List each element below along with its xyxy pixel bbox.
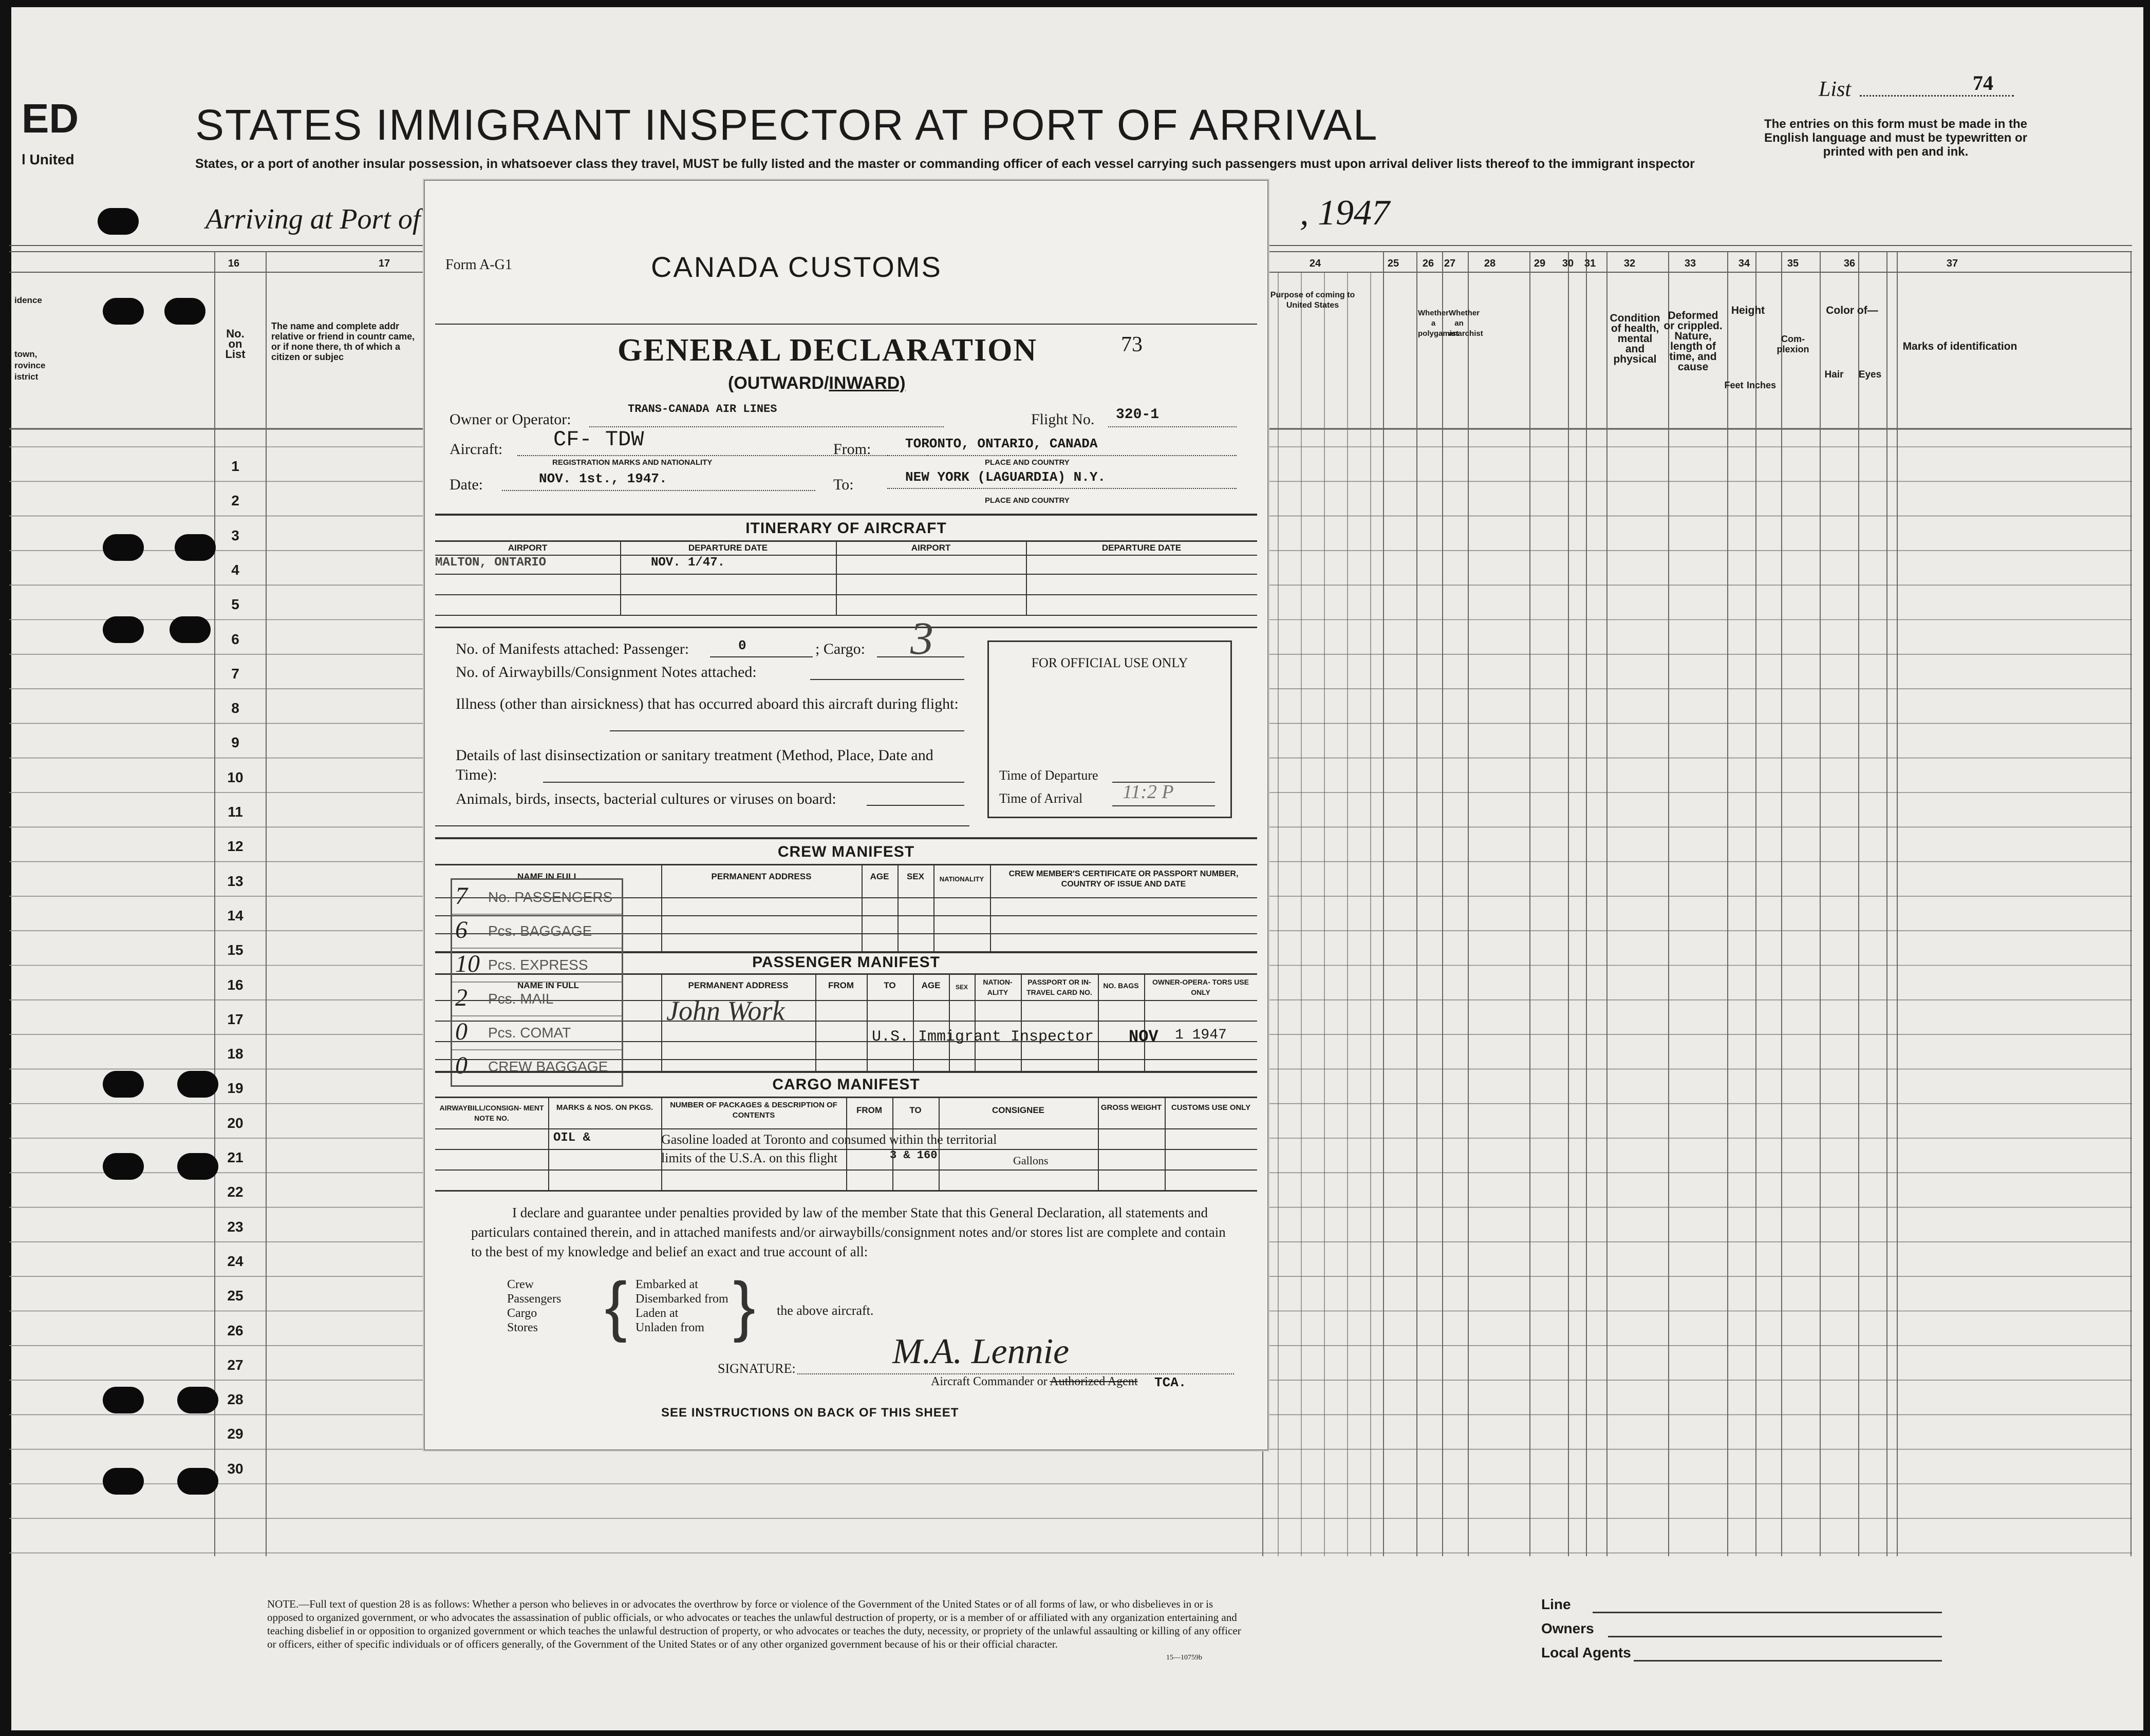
stamp-label: Pcs. EXPRESS <box>488 957 588 973</box>
stamp-row <box>452 948 622 983</box>
col-divider <box>1144 973 1145 1071</box>
col-divider <box>620 540 621 615</box>
declaration-option: Unladen from <box>635 1321 704 1334</box>
binder-hole <box>177 1387 218 1413</box>
col-divider <box>661 973 662 1071</box>
row-number: 29 <box>227 1426 244 1442</box>
inspector-date: 1 1947 <box>1175 1027 1227 1043</box>
animals-label: Animals, birds, insects, bacterial cultures or viruses on board: <box>456 790 836 807</box>
column-number: 34 <box>1738 258 1750 269</box>
row-number: 26 <box>227 1322 244 1338</box>
col32-header: Condition of health, mental and physical <box>1610 312 1660 365</box>
binder-hole <box>177 1153 218 1180</box>
binder-hole <box>103 1153 144 1180</box>
owners-label: Owners <box>1541 1620 1594 1636</box>
local-agents-label: Local Agents <box>1541 1645 1631 1660</box>
bracket-left-icon: { <box>605 1268 627 1343</box>
signature-value: M.A. Lennie <box>892 1332 1070 1371</box>
rule <box>435 594 1257 595</box>
page-title: STATES IMMIGRANT INSPECTOR AT PORT OF ARRIVAL <box>195 101 1378 149</box>
row-number: 11 <box>228 804 243 820</box>
col-divider <box>815 973 816 1071</box>
form-id: Form A-G1 <box>445 257 512 273</box>
cargo-unit: Gallons <box>1013 1154 1049 1167</box>
illness-line <box>610 730 964 731</box>
binder-hole <box>103 1468 144 1495</box>
itinerary-airport-value: MALTON, ONTARIO <box>435 556 547 570</box>
passenger-col-from: FROM <box>828 980 854 990</box>
flight-label: Flight No. <box>1031 411 1095 428</box>
owners-field <box>1608 1636 1942 1637</box>
row-number: 15 <box>227 942 244 958</box>
column-number: 33 <box>1684 258 1696 269</box>
rule <box>435 514 1257 516</box>
aircraft-caption: REGISTRATION MARKS AND NATIONALITY <box>552 458 713 467</box>
list-label: List <box>1819 78 1852 101</box>
list-number: 74 <box>1973 71 1993 95</box>
itinerary-col-departure-2: DEPARTURE DATE <box>1101 543 1182 553</box>
col33-header: Deformed or crippled. Nature, length of time, and cause <box>1663 310 1723 373</box>
col-divider <box>661 1097 662 1190</box>
rule <box>435 1190 1257 1192</box>
col-divider <box>990 864 991 951</box>
binder-hole <box>177 1468 218 1495</box>
date-label: Date: <box>450 476 483 493</box>
header-fragment: ED <box>22 96 79 141</box>
column-number: 26 <box>1422 258 1434 269</box>
from-line <box>887 455 1237 456</box>
binder-hole <box>170 616 211 643</box>
col24-header: Purpose of coming to United States <box>1270 291 1355 310</box>
row-number: 20 <box>227 1115 244 1131</box>
itinerary-col-departure: DEPARTURE DATE <box>688 543 768 553</box>
row-number: 30 <box>227 1460 244 1477</box>
rule <box>435 837 1257 839</box>
left-fragment-3: rovince <box>14 361 46 370</box>
column-number: 31 <box>1584 258 1596 269</box>
rule <box>435 864 1257 865</box>
col-divider <box>548 1097 549 1190</box>
row-number: 13 <box>227 873 244 889</box>
disinsect-label: Details of last disinsectization or sanitary treatment (Method, Place, Date and Time): <box>456 747 933 783</box>
manifests-cargo-value: 3 <box>910 613 933 664</box>
signature-line <box>797 1373 1234 1374</box>
col-divider <box>933 864 934 951</box>
crew-col-sex: SEX <box>906 872 925 881</box>
entries-note: The entries on this form must be made in the English language and must be typewritten or printed with pen and ink. <box>1764 117 2028 159</box>
declaration-option: Disembarked from <box>635 1292 728 1306</box>
declaration-text: I declare and guarantee under penalties provided by law of the member State that this General Declaration, all statements and particulars contained therein, and in attached manifests and/or airwaybills/consignment notes and/or stores list are complete and contain to the best of my knowledge and belief an exact and true account of all: <box>471 1205 1226 1259</box>
manifests-cargo-label: ; Cargo: <box>815 640 865 657</box>
cargo-marks: OIL & <box>553 1131 591 1145</box>
left-fragment-2: town, <box>14 349 38 359</box>
binder-hole <box>103 534 144 561</box>
from-label: From: <box>833 441 871 458</box>
stamp-label: No. PASSENGERS <box>488 889 613 905</box>
col34-header: Height <box>1731 305 1765 316</box>
date-line <box>502 490 815 491</box>
header-fragment-united: l United <box>22 152 74 167</box>
stamp-count: 10 <box>455 950 480 977</box>
col-divider <box>1098 973 1099 1071</box>
row-number: 28 <box>227 1391 244 1408</box>
cargo-col-to: TO <box>909 1105 922 1115</box>
cargo-desc-2: limits of the U.S.A. on this flight <box>661 1150 838 1165</box>
rule <box>435 1071 1257 1073</box>
arriving-label: Arriving at Port of <box>205 203 421 235</box>
col-divider <box>1021 973 1022 1071</box>
general-declaration-form <box>424 180 1268 1450</box>
flight-line <box>1108 426 1237 427</box>
local-agents-field <box>1634 1660 1942 1662</box>
col-divider <box>867 973 868 1071</box>
declaration-option: Passengers <box>507 1292 562 1306</box>
animals-line <box>867 805 964 806</box>
inspector-date-month: NOV <box>1129 1027 1158 1046</box>
row-number: 5 <box>231 596 239 613</box>
left-fragment-1: idence <box>14 295 42 305</box>
footnote-code: 15—10759b <box>1166 1654 1202 1662</box>
passenger-col-owner: OWNER-OPERA- TORS USE ONLY <box>1152 978 1249 996</box>
row-number: 23 <box>227 1218 244 1235</box>
handwritten-number: 73 <box>1121 333 1143 356</box>
cargo-qty: 3 & 160 <box>890 1149 938 1162</box>
animals-line-2 <box>435 825 969 826</box>
passenger-col-bags: NO. BAGS <box>1103 982 1139 990</box>
row-number: 16 <box>227 976 244 993</box>
official-title: FOR OFFICIAL USE ONLY <box>1031 655 1188 670</box>
airwaybills-label: No. of Airwaybills/Consignment Notes attached: <box>456 664 757 681</box>
passenger-line <box>710 656 813 657</box>
row-number: 24 <box>227 1253 244 1269</box>
binder-hole <box>177 1071 218 1098</box>
stamp-count: 2 <box>455 984 468 1011</box>
col34-inches: Inches <box>1747 380 1777 390</box>
column-number: 16 <box>228 258 240 269</box>
from-value: TORONTO, ONTARIO, CANADA <box>905 436 1098 451</box>
col16-header: No. on List <box>225 327 246 361</box>
row-number: 9 <box>231 734 239 751</box>
column-number: 24 <box>1309 258 1321 269</box>
aircraft-value: CF- TDW <box>553 427 644 452</box>
passenger-col-nationality: NATION- ALITY <box>983 978 1013 996</box>
outward-label: (OUTWARD/ <box>728 373 829 393</box>
col-divider <box>846 1097 847 1190</box>
rule <box>435 615 1257 616</box>
row-number: 10 <box>227 769 244 785</box>
stamp-label: CREW BAGGAGE <box>488 1059 608 1074</box>
owner-label: Owner or Operator: <box>450 411 571 428</box>
official-arrival-value: 11:2 P <box>1123 781 1174 803</box>
binder-hole <box>164 298 205 325</box>
col35-header: Com- plexion <box>1777 334 1809 354</box>
row-number: 4 <box>231 561 239 578</box>
signature-org: TCA. <box>1154 1375 1187 1390</box>
illness-label: Illness (other than airsickness) that has occurred aboard this aircraft during flight: <box>456 695 959 712</box>
declaration-subtitle <box>728 373 906 393</box>
options-left <box>507 1277 561 1335</box>
options-right <box>635 1277 728 1335</box>
row-number: 2 <box>231 493 239 509</box>
stamp-label: Pcs. MAIL <box>488 991 554 1007</box>
line-label: Line <box>1541 1596 1571 1612</box>
stamp-row <box>452 982 622 1016</box>
rule <box>435 555 1257 556</box>
crew-col-certificate: CREW MEMBER'S CERTIFICATE OR PASSPORT NUMBER, COUNTRY OF ISSUE AND DATE <box>1008 870 1239 889</box>
page-subtitle: States, or a port of another insular possession, in whatsoever class they travel, MUST be fully listed and the master or commanding officer of each vessel carrying such passengers must upon arrival deliver lists thereof to the immigrant inspector <box>195 157 1695 171</box>
cargo-col-packages: NUMBER OF PACKAGES & DESCRIPTION OF CONTENTS <box>670 1101 837 1120</box>
passenger-col-sex: SEX <box>955 984 968 991</box>
above-aircraft: the above aircraft. <box>777 1303 874 1318</box>
column-number: 27 <box>1444 258 1456 269</box>
list-line <box>1860 95 2014 97</box>
manifests-passenger-value: 0 <box>738 638 746 653</box>
col-divider <box>1026 540 1027 615</box>
date-value: NOV. 1st., 1947. <box>539 471 667 486</box>
col-divider <box>898 864 899 951</box>
column-number: 35 <box>1787 258 1799 269</box>
declaration-option: Laden at <box>635 1307 679 1320</box>
declaration-option: Crew <box>507 1278 534 1291</box>
crew-col-age: AGE <box>870 872 889 881</box>
col-divider <box>939 1097 940 1190</box>
col-divider <box>913 973 914 1071</box>
row-number: 25 <box>227 1288 244 1304</box>
row-number: 22 <box>227 1184 244 1200</box>
passenger-col-age: AGE <box>921 980 941 990</box>
rule <box>435 540 1257 542</box>
column-number: 36 <box>1843 258 1856 269</box>
binder-hole <box>103 1387 144 1413</box>
passenger-col-passport: PASSPORT OR IN- TRAVEL CARD NO. <box>1026 978 1092 996</box>
crew-col-name: NAME IN FULL <box>517 872 579 881</box>
cargo-col-airwaybill: AIRWAYBILL/CONSIGN- MENT NOTE NO. <box>439 1104 544 1122</box>
line-field <box>1593 1612 1942 1613</box>
agency-title: CANADA CUSTOMS <box>651 251 942 283</box>
col36-eyes: Eyes <box>1858 369 1882 380</box>
stamp-label: Pcs. BAGGAGE <box>488 923 592 939</box>
cargo-line <box>877 656 964 657</box>
cargo-col-consignee: CONSIGNEE <box>992 1105 1045 1115</box>
crew-col-nationality: NATIONALITY <box>939 875 984 883</box>
crew-title: CREW MANIFEST <box>777 843 915 860</box>
row-number: 18 <box>227 1046 244 1062</box>
airwaybills-line <box>810 679 964 680</box>
column-number: 28 <box>1484 258 1496 269</box>
itinerary-date-value: NOV. 1/47. <box>651 556 725 570</box>
column-number: 32 <box>1623 258 1636 269</box>
col36-hair: Hair <box>1824 369 1844 380</box>
cargo-col-weight: GROSS WEIGHT <box>1100 1103 1162 1112</box>
declaration-option: Cargo <box>507 1307 537 1320</box>
col-divider <box>975 973 976 1071</box>
row-number: 6 <box>231 631 239 647</box>
stamp-count: 0 <box>455 1052 468 1079</box>
cargo-col-customs: CUSTOMS USE ONLY <box>1171 1103 1251 1112</box>
binder-hole <box>103 1071 144 1098</box>
row-number: 12 <box>227 838 244 855</box>
signature-caption-role: Aircraft Commander or <box>931 1375 1048 1388</box>
row-number: 27 <box>227 1356 244 1373</box>
to-value: NEW YORK (LAGUARDIA) N.Y. <box>905 469 1106 485</box>
signature-caption-struck: Authorized Agent <box>1050 1375 1138 1388</box>
to-label: To: <box>833 476 854 493</box>
arrival-year: , 1947 <box>1300 193 1390 233</box>
footnote: NOTE.—Full text of question 28 is as follows: Whether a person who believes in or advocates the overthrow by force or violence of the Government of the United States or of all forms of law, or who disbelieves in or is opposed to organized government, or who advocates the assassination of public officials, or who advocates or teaches the unlawful destruction of property, or is a member of or affiliated with any organization entertaining and teaching disbelief in or opposition to organized government or which teaches the unlawful destruction of property, or who advocates or teaches the duty, necessity, or propriety of the unlawful assaulting or killing of any officer or officers, either of specific individuals or of officers generally, of the Government of the United States or of any other organized government because of his or their official character. <box>267 1598 1241 1650</box>
col27-header: Whether an anarchist <box>1449 309 1483 338</box>
row-number: 17 <box>227 1011 244 1027</box>
arrival-line <box>1112 805 1215 806</box>
rule <box>435 324 1257 325</box>
rule <box>435 627 1257 628</box>
col-divider <box>949 973 950 1071</box>
row-number: 1 <box>231 458 239 474</box>
stamp-count: 0 <box>455 1018 468 1045</box>
stamp-label: Pcs. COMAT <box>488 1025 571 1041</box>
binder-hole <box>103 298 144 325</box>
from-caption: PLACE AND COUNTRY <box>985 458 1070 467</box>
to-line <box>887 488 1237 489</box>
col36-header: Color of— <box>1826 305 1878 316</box>
col-divider <box>862 864 863 951</box>
col26-header: Whether a polygamist <box>1418 309 1459 338</box>
binder-hole <box>175 534 216 561</box>
declaration-option: Stores <box>507 1321 538 1334</box>
crew-col-address: PERMANENT ADDRESS <box>711 872 812 881</box>
passenger-col-to: TO <box>884 980 896 990</box>
binder-hole <box>103 616 144 643</box>
column-number: 30 <box>1562 258 1574 269</box>
row-number: 14 <box>227 907 244 923</box>
row-number: 21 <box>227 1149 244 1165</box>
passenger-col-name: NAME IN FULL <box>517 980 579 990</box>
col-divider <box>661 864 662 951</box>
bracket-right-icon: } <box>733 1268 756 1343</box>
col37-header: Marks of identification <box>1902 341 2017 352</box>
col34-feet: Feet <box>1724 380 1744 390</box>
instructions: SEE INSTRUCTIONS ON BACK OF THIS SHEET <box>661 1406 959 1420</box>
row-number: 7 <box>231 665 239 682</box>
official-departure: Time of Departure <box>999 768 1098 783</box>
cargo-desc-1: Gasoline loaded at Toronto and consumed within the territorial <box>661 1132 997 1147</box>
col-divider <box>836 540 837 615</box>
inspector-stamp: U.S. Immigrant Inspector <box>872 1028 1094 1046</box>
column-number: 25 <box>1387 258 1399 269</box>
stamp-count: 6 <box>455 916 468 944</box>
cargo-title: CARGO MANIFEST <box>772 1076 920 1093</box>
itinerary-title: ITINERARY OF AIRCRAFT <box>745 520 947 537</box>
baggage-stamp <box>451 878 623 1087</box>
left-fragment-4: istrict <box>14 372 39 382</box>
official-arrival: Time of Arrival <box>999 791 1083 806</box>
inspector-signature: John Work <box>666 995 785 1026</box>
owner-value: TRANS-CANADA AIR LINES <box>628 403 777 416</box>
row-number: 3 <box>231 527 239 543</box>
col-divider <box>892 1097 893 1190</box>
signature-caption <box>931 1375 1138 1389</box>
column-number: 37 <box>1946 258 1958 269</box>
to-caption: PLACE AND COUNTRY <box>985 496 1070 505</box>
stamp-row <box>452 914 622 949</box>
column-number: 29 <box>1534 258 1546 269</box>
column-number: 17 <box>378 258 390 269</box>
aircraft-label: Aircraft: <box>450 441 503 458</box>
stamp-row <box>452 880 622 915</box>
stamp-count: 7 <box>455 882 468 910</box>
official-use-box <box>987 640 1232 818</box>
col17-header: The name and complete addr relative or friend in countr came, or if none there, th of which a citizen or subjec <box>271 321 415 362</box>
passenger-col-address: PERMANENT ADDRESS <box>688 980 789 990</box>
stamp-row <box>452 1015 622 1050</box>
passenger-title: PASSENGER MANIFEST <box>752 954 940 971</box>
signature-label: SIGNATURE: <box>718 1361 796 1376</box>
binder-hole <box>98 208 139 235</box>
disinsect-line <box>543 782 964 783</box>
row-number: 8 <box>231 700 239 716</box>
manifests-label: No. of Manifests attached: Passenger: <box>456 640 689 657</box>
itinerary-col-airport-2: AIRPORT <box>911 543 951 553</box>
rule <box>435 574 1257 575</box>
cargo-col-marks: MARKS & NOS. ON PKGS. <box>556 1103 653 1112</box>
col-divider <box>1098 1097 1099 1190</box>
itinerary-col-airport: AIRPORT <box>508 543 548 553</box>
row-number: 19 <box>227 1080 244 1097</box>
declaration-option: Embarked at <box>635 1278 698 1291</box>
inward-label: INWARD) <box>829 373 906 393</box>
cargo-col-from: FROM <box>856 1105 883 1115</box>
declaration-title: GENERAL DECLARATION <box>618 333 1038 368</box>
col-divider <box>1165 1097 1166 1190</box>
flight-value: 320-1 <box>1116 407 1160 423</box>
